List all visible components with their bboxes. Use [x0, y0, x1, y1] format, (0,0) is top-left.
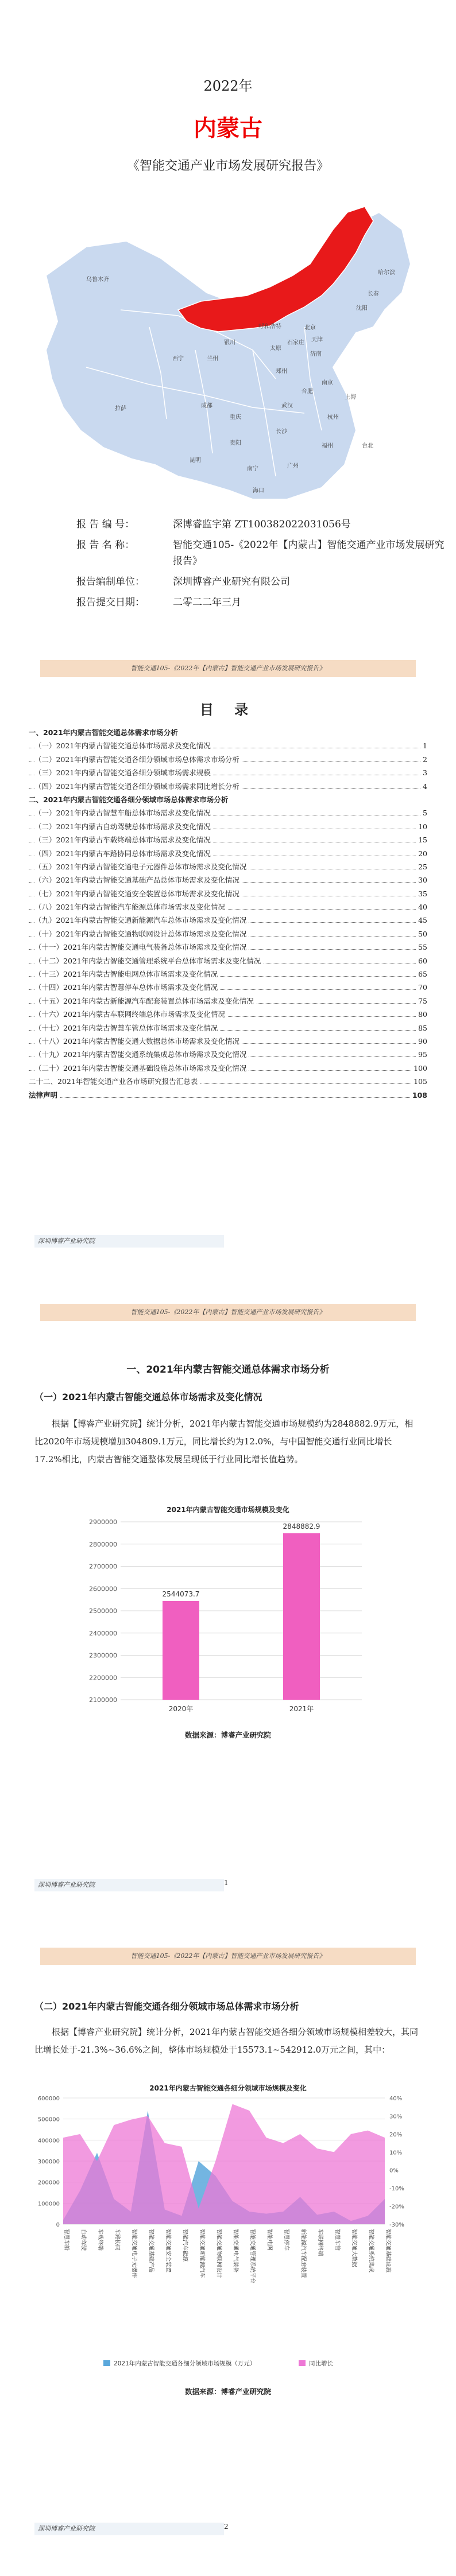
x-tick-label: 智能交通系统集成: [368, 2229, 374, 2273]
toc-page-number: 5: [420, 806, 427, 819]
toc-page-number: 85: [416, 1021, 427, 1035]
content-page-1: [0, 1288, 456, 1932]
toc-entry-title: （十八）2021年内蒙古智能交通大数据总体市场需求及变化情况: [34, 1037, 242, 1046]
toc-entry-title: （一）2021年内蒙古智能交通总体市场需求及变化情况: [34, 741, 213, 750]
x-tick-label: 车路协同: [114, 2229, 121, 2251]
x-tick-label: 智能电网: [266, 2229, 273, 2251]
toc-page-number: 105: [411, 1075, 427, 1088]
body-paragraph: 根据【博睿产业研究院】统计分析，2021年内蒙古智能交通市场规模约为2848882.9万元，相比2020年市场规模增加304809.1万元，同比增长约为12.0%，与中国智能交通行业同比增长17.2%相比，内蒙古智能交通整体发展呈现低于行业同比增长值趋势。: [34, 1419, 414, 1464]
x-tick-label: 新能源汽车配套装置: [300, 2229, 307, 2278]
chart-title: 2021年内蒙古智能交通各细分领域市场规模及变化: [149, 2084, 307, 2092]
toc-page-number: 100: [411, 1062, 427, 1075]
data-label: 2848882.9: [283, 1522, 320, 1530]
toc-entry-title: 法律声明: [29, 1091, 60, 1099]
cover-report-title: 《智能交通产业市场发展研究报告》: [126, 159, 329, 173]
toc-page-number: 50: [416, 927, 427, 941]
toc-page-number: 20: [416, 847, 427, 860]
content-page-2: [0, 1932, 456, 2576]
map-label: 银川: [224, 340, 235, 346]
cover-page: [0, 0, 456, 644]
map-label: 海口: [253, 488, 264, 494]
map-label: 哈尔滨: [378, 270, 395, 276]
map-label: 天津: [311, 337, 323, 343]
y-tick-label: 2900000: [89, 1518, 117, 1526]
toc-entry[interactable]: [29, 820, 427, 833]
toc-entry[interactable]: [29, 914, 427, 927]
toc-page-number: 10: [416, 820, 427, 833]
y-left-tick-label: 200000: [37, 2179, 60, 2186]
report-organization: 报告编制单位： 深圳博睿产业研究有限公司: [76, 576, 290, 588]
page-number: 1: [224, 1879, 229, 1887]
running-footer: 深圳博睿产业研究院: [34, 1879, 224, 1891]
toc-entry[interactable]: [29, 793, 427, 806]
map-label: 沈阳: [356, 305, 368, 312]
toc-title: 目 录: [199, 701, 257, 718]
table-of-contents: [29, 726, 427, 1102]
toc-entry[interactable]: [29, 1075, 427, 1088]
y-right-tick-label: -30%: [389, 2222, 404, 2228]
toc-entry[interactable]: [29, 1008, 427, 1021]
toc-entry-title: （十六）2021年内蒙古车联网终端总体市场需求及变化情况: [34, 1010, 227, 1019]
map-label: 太原: [270, 345, 281, 352]
map-label: 石家庄: [287, 340, 304, 346]
toc-page-number: 80: [416, 1008, 427, 1021]
toc-entry-title: 二十二、2021年智能交通产业各市场研究报告汇总表: [29, 1077, 200, 1086]
y-tick-label: 2300000: [89, 1652, 117, 1660]
x-tick-label: 智能交通基础设施: [385, 2229, 391, 2273]
map-label: 贵阳: [230, 440, 241, 446]
data-source: 数据来源：博睿产业研究院: [184, 1731, 271, 1739]
y-left-tick-label: 500000: [37, 2116, 60, 2123]
toc-entry-title: （十三）2021年内蒙古智能电网总体市场需求及变化情况: [34, 970, 220, 978]
body-paragraph: 根据【博睿产业研究院】统计分析，2021年内蒙古智能交通各细分领域市场规模相差较大，其同比增长处于-21.3%~36.6%之间，整体市场规模处于15573.1~542912.0万元之间，其中：: [34, 2027, 419, 2055]
china-map-landmass: [46, 212, 411, 499]
y-tick-label: 2600000: [89, 1585, 117, 1593]
toc-entry-title: （四）2021年内蒙古智能交通各细分领域市场需求同比增长分析: [34, 782, 242, 791]
x-tick-label: 智能交通安全装置: [164, 2229, 171, 2273]
y-right-tick-label: -20%: [389, 2204, 404, 2210]
y-tick-label: 2400000: [89, 1629, 117, 1637]
toc-page-number: 15: [416, 833, 427, 846]
map-label: 昆明: [190, 457, 201, 464]
map-label: 杭州: [327, 414, 339, 421]
y-left-tick-label: 0: [56, 2222, 60, 2228]
bar: [283, 1533, 320, 1700]
y-left-tick-label: 400000: [37, 2138, 60, 2144]
map-label: 上海: [345, 394, 356, 401]
section-title: 一、2021年内蒙古智能交通总体需求市场分析: [126, 1364, 330, 1376]
y-right-tick-label: 10%: [389, 2150, 403, 2157]
map-label: 长春: [368, 291, 379, 297]
toc-entry[interactable]: [29, 1021, 427, 1035]
market-size-bar-chart: [75, 1515, 419, 1722]
segment-market-area-chart: [29, 2092, 431, 2379]
report-date: 报告提交日期： 二零二二年三月: [76, 597, 241, 608]
running-footer: 深圳博睿产业研究院: [34, 1235, 224, 1248]
toc-entry[interactable]: [29, 833, 427, 846]
toc-entry[interactable]: [29, 766, 427, 779]
legend-label: 2021年内蒙古智能交通各细分领域市场规模（万元）: [114, 2360, 256, 2367]
map-label: 兰州: [207, 356, 218, 362]
y-right-tick-label: 0%: [389, 2167, 399, 2174]
toc-leader-dots: [29, 1097, 427, 1098]
x-tick-label: 智慧停车: [283, 2229, 290, 2251]
toc-entry[interactable]: [29, 927, 427, 941]
map-label: 郑州: [276, 368, 287, 375]
x-tick-label: 车载终端: [96, 2229, 103, 2251]
running-header: 智能交通105-《2022年【内蒙古】智能交通产业市场发展研究报告》: [40, 1948, 416, 1965]
map-label: 武汉: [281, 403, 293, 409]
toc-entry-title: （十七）2021年内蒙古智慧车管总体市场需求及变化情况: [34, 1024, 220, 1032]
toc-page-number: 70: [416, 981, 427, 994]
toc-page-number: 1: [420, 739, 427, 752]
data-label: 2544073.7: [162, 1590, 200, 1598]
x-tick-label: 智能交通新能源汽车: [198, 2229, 205, 2278]
running-footer: 深圳博睿产业研究院: [34, 2523, 224, 2535]
legend-swatch: [103, 2360, 110, 2366]
report-number: 报 告 编 号： 深博睿监字第 ZT100382022031056号: [76, 519, 351, 530]
map-label: 长沙: [276, 429, 287, 435]
toc-entry-title: （五）2021年内蒙古智能交通电子元器件总体市场需求及变化情况: [34, 862, 249, 871]
x-tick-label: 2021年: [289, 1705, 314, 1713]
y-tick-label: 2200000: [89, 1674, 117, 1682]
toc-entry-title: （十二）2021年内蒙古智能交通管理系统平台总体市场需求及变化情况: [34, 957, 263, 965]
toc-entry[interactable]: [29, 806, 427, 819]
cover-year: 2022年: [203, 78, 253, 94]
toc-entry-title: （三）2021年内蒙古车载终端总体市场需求及变化情况: [34, 836, 213, 844]
subsection-title: （二）2021年内蒙古智能交通各细分领域市场总体需求市场分析: [34, 2001, 299, 2012]
china-map: [34, 178, 425, 511]
cover-region-title: 内蒙古: [194, 115, 262, 142]
x-tick-label: 智慧车管: [334, 2229, 341, 2251]
toc-entry[interactable]: [29, 780, 427, 793]
toc-page-number: 60: [416, 954, 427, 968]
toc-page-number: 40: [416, 900, 427, 914]
legend-swatch: [299, 2360, 306, 2366]
toc-entry-title: （一）2021年内蒙古智慧车船总体市场需求及变化情况: [34, 809, 213, 817]
x-tick-label: 智能汽车能源: [181, 2229, 188, 2262]
toc-entry[interactable]: [29, 994, 427, 1008]
subsection-title: （一）2021年内蒙古智能交通总体市场需求及变化情况: [34, 1392, 262, 1402]
series-area: [63, 2104, 385, 2224]
toc-page-number: 65: [416, 968, 427, 981]
map-label: 呼和浩特: [258, 324, 281, 330]
x-tick-label: 智能交通电气装备: [232, 2229, 239, 2273]
y-left-tick-label: 600000: [37, 2096, 60, 2102]
toc-page-number: 108: [410, 1089, 427, 1102]
toc-entry-title: （四）2021年内蒙古车路协同总体市场需求及变化情况: [34, 849, 213, 858]
toc-page-number: 30: [416, 873, 427, 887]
x-tick-label: 智能交通物联网设计: [215, 2229, 222, 2278]
x-tick-label: 智慧车船: [63, 2229, 69, 2251]
toc-entry[interactable]: [29, 1089, 427, 1102]
map-label: 南京: [322, 380, 333, 386]
toc-entry[interactable]: [29, 847, 427, 860]
toc-entry-title: （二十）2021年内蒙古智能交通基础设施总体市场需求及变化情况: [34, 1064, 249, 1073]
y-tick-label: 2100000: [89, 1696, 117, 1704]
map-label: 台北: [362, 443, 373, 449]
running-header: 智能交通105-《2022年【内蒙古】智能交通产业市场发展研究报告》: [40, 1304, 416, 1321]
toc-entry[interactable]: [29, 941, 427, 954]
x-tick-label: 智能交通管理系统平台: [249, 2229, 256, 2284]
x-tick-label: 智能交通大数据: [351, 2229, 358, 2267]
y-right-tick-label: 30%: [389, 2113, 403, 2120]
toc-page-number: 95: [416, 1048, 427, 1061]
toc-entry[interactable]: [29, 900, 427, 914]
toc-page-number: 3: [420, 766, 427, 779]
y-tick-label: 2700000: [89, 1563, 117, 1571]
report-name: 报 告 名 称： 智能交通105-《2022年【内蒙古】智能交通产业市场发展研究报告》: [76, 539, 445, 567]
toc-entry-title: （九）2021年内蒙古智能交通新能源汽车总体市场需求及变化情况: [34, 916, 249, 924]
toc-page-number: 25: [416, 860, 427, 873]
x-tick-label: 车联网终端: [317, 2229, 324, 2256]
x-tick-label: 自动驾驶: [80, 2229, 87, 2251]
toc-page-number: 35: [416, 887, 427, 900]
toc-entry[interactable]: [29, 954, 427, 968]
page-number: 2: [224, 2523, 229, 2531]
toc-entry-title: （七）2021年内蒙古智能交通安全装置总体市场需求及变化情况: [34, 889, 242, 898]
y-right-tick-label: 40%: [389, 2096, 403, 2102]
map-label: 重庆: [230, 414, 241, 421]
map-label: 济南: [310, 351, 322, 358]
toc-entry[interactable]: [29, 739, 427, 752]
toc-entry-title: （十五）2021年内蒙古新能源汽车配套装置总体市场需求及变化情况: [34, 997, 256, 1005]
map-label: 成都: [201, 403, 212, 409]
y-left-tick-label: 300000: [37, 2159, 60, 2165]
toc-entry[interactable]: [29, 1035, 427, 1048]
map-label: 合肥: [302, 388, 313, 395]
y-tick-label: 2500000: [89, 1607, 117, 1615]
map-label: 南宁: [247, 466, 258, 472]
toc-entry[interactable]: [29, 753, 427, 766]
bar: [163, 1601, 199, 1700]
x-tick-label: 2020年: [168, 1705, 194, 1713]
toc-entry-title: （三）2021年内蒙古智能交通各细分领域市场需求规模: [34, 768, 213, 777]
toc-entry-title: （二）2021年内蒙古自动驾驶总体市场需求及变化情况: [34, 822, 213, 831]
toc-entry[interactable]: [29, 1048, 427, 1061]
y-tick-label: 2800000: [89, 1540, 117, 1548]
toc-entry-title: （六）2021年内蒙古智能交通基础产品总体市场需求及变化情况: [34, 876, 242, 884]
running-header: 智能交通105-《2022年【内蒙古】智能交通产业市场发展研究报告》: [40, 660, 416, 677]
chart-title: 2021年内蒙古智能交通市场规模及变化: [167, 1506, 289, 1514]
map-label: 北京: [304, 325, 316, 331]
map-label: 福州: [322, 443, 333, 449]
toc-entry-title: （八）2021年内蒙古智能汽车能源总体市场需求及变化情况: [34, 903, 227, 911]
toc-entry[interactable]: [29, 887, 427, 900]
toc-entry[interactable]: [29, 726, 427, 739]
toc-page-number: 55: [416, 941, 427, 954]
toc-entry[interactable]: [29, 968, 427, 981]
map-label: 拉萨: [115, 406, 126, 412]
toc-entry-title: （十）2021年内蒙古智能交通物联网设计总体市场需求及变化情况: [34, 930, 249, 938]
toc-entry-title: 二、2021年内蒙古智能交通各细分领域市场总体需求市场分析: [29, 795, 230, 804]
data-source: 数据来源：博睿产业研究院: [184, 2387, 271, 2396]
map-label: 乌鲁木齐: [86, 277, 109, 283]
toc-entry[interactable]: [29, 873, 427, 887]
toc-page: [0, 644, 456, 1288]
toc-entry-title: （十九）2021年内蒙古智能交通系统集成总体市场需求及变化情况: [34, 1050, 249, 1059]
toc-page-number: 2: [420, 753, 427, 766]
y-right-tick-label: -10%: [389, 2186, 404, 2193]
y-right-tick-label: 20%: [389, 2131, 403, 2138]
toc-entry[interactable]: [29, 981, 427, 994]
toc-entry-title: （十四）2021年内蒙古智慧停车总体市场需求及变化情况: [34, 983, 220, 992]
legend-label: 同比增长: [309, 2360, 333, 2367]
x-tick-label: 智能交通基础产品: [148, 2229, 154, 2273]
y-left-tick-label: 100000: [37, 2201, 60, 2208]
toc-page-number: 4: [420, 780, 427, 793]
toc-page-number: 75: [416, 994, 427, 1008]
map-label: 西宁: [172, 356, 184, 362]
x-tick-label: 智能交通电子元器件: [130, 2229, 137, 2278]
toc-page-number: 90: [416, 1035, 427, 1048]
toc-entry-title: （二）2021年内蒙古智能交通各细分领域市场总体需求市场分析: [34, 755, 242, 764]
toc-entry-title: （十一）2021年内蒙古智能交通电气装备总体市场需求及变化情况: [34, 943, 249, 951]
toc-entry-title: 一、2021年内蒙古智能交通总体需求市场分析: [29, 728, 180, 737]
toc-entry[interactable]: [29, 860, 427, 873]
toc-page-number: 45: [416, 914, 427, 927]
toc-entry[interactable]: [29, 1062, 427, 1075]
map-label: 广州: [287, 463, 299, 469]
